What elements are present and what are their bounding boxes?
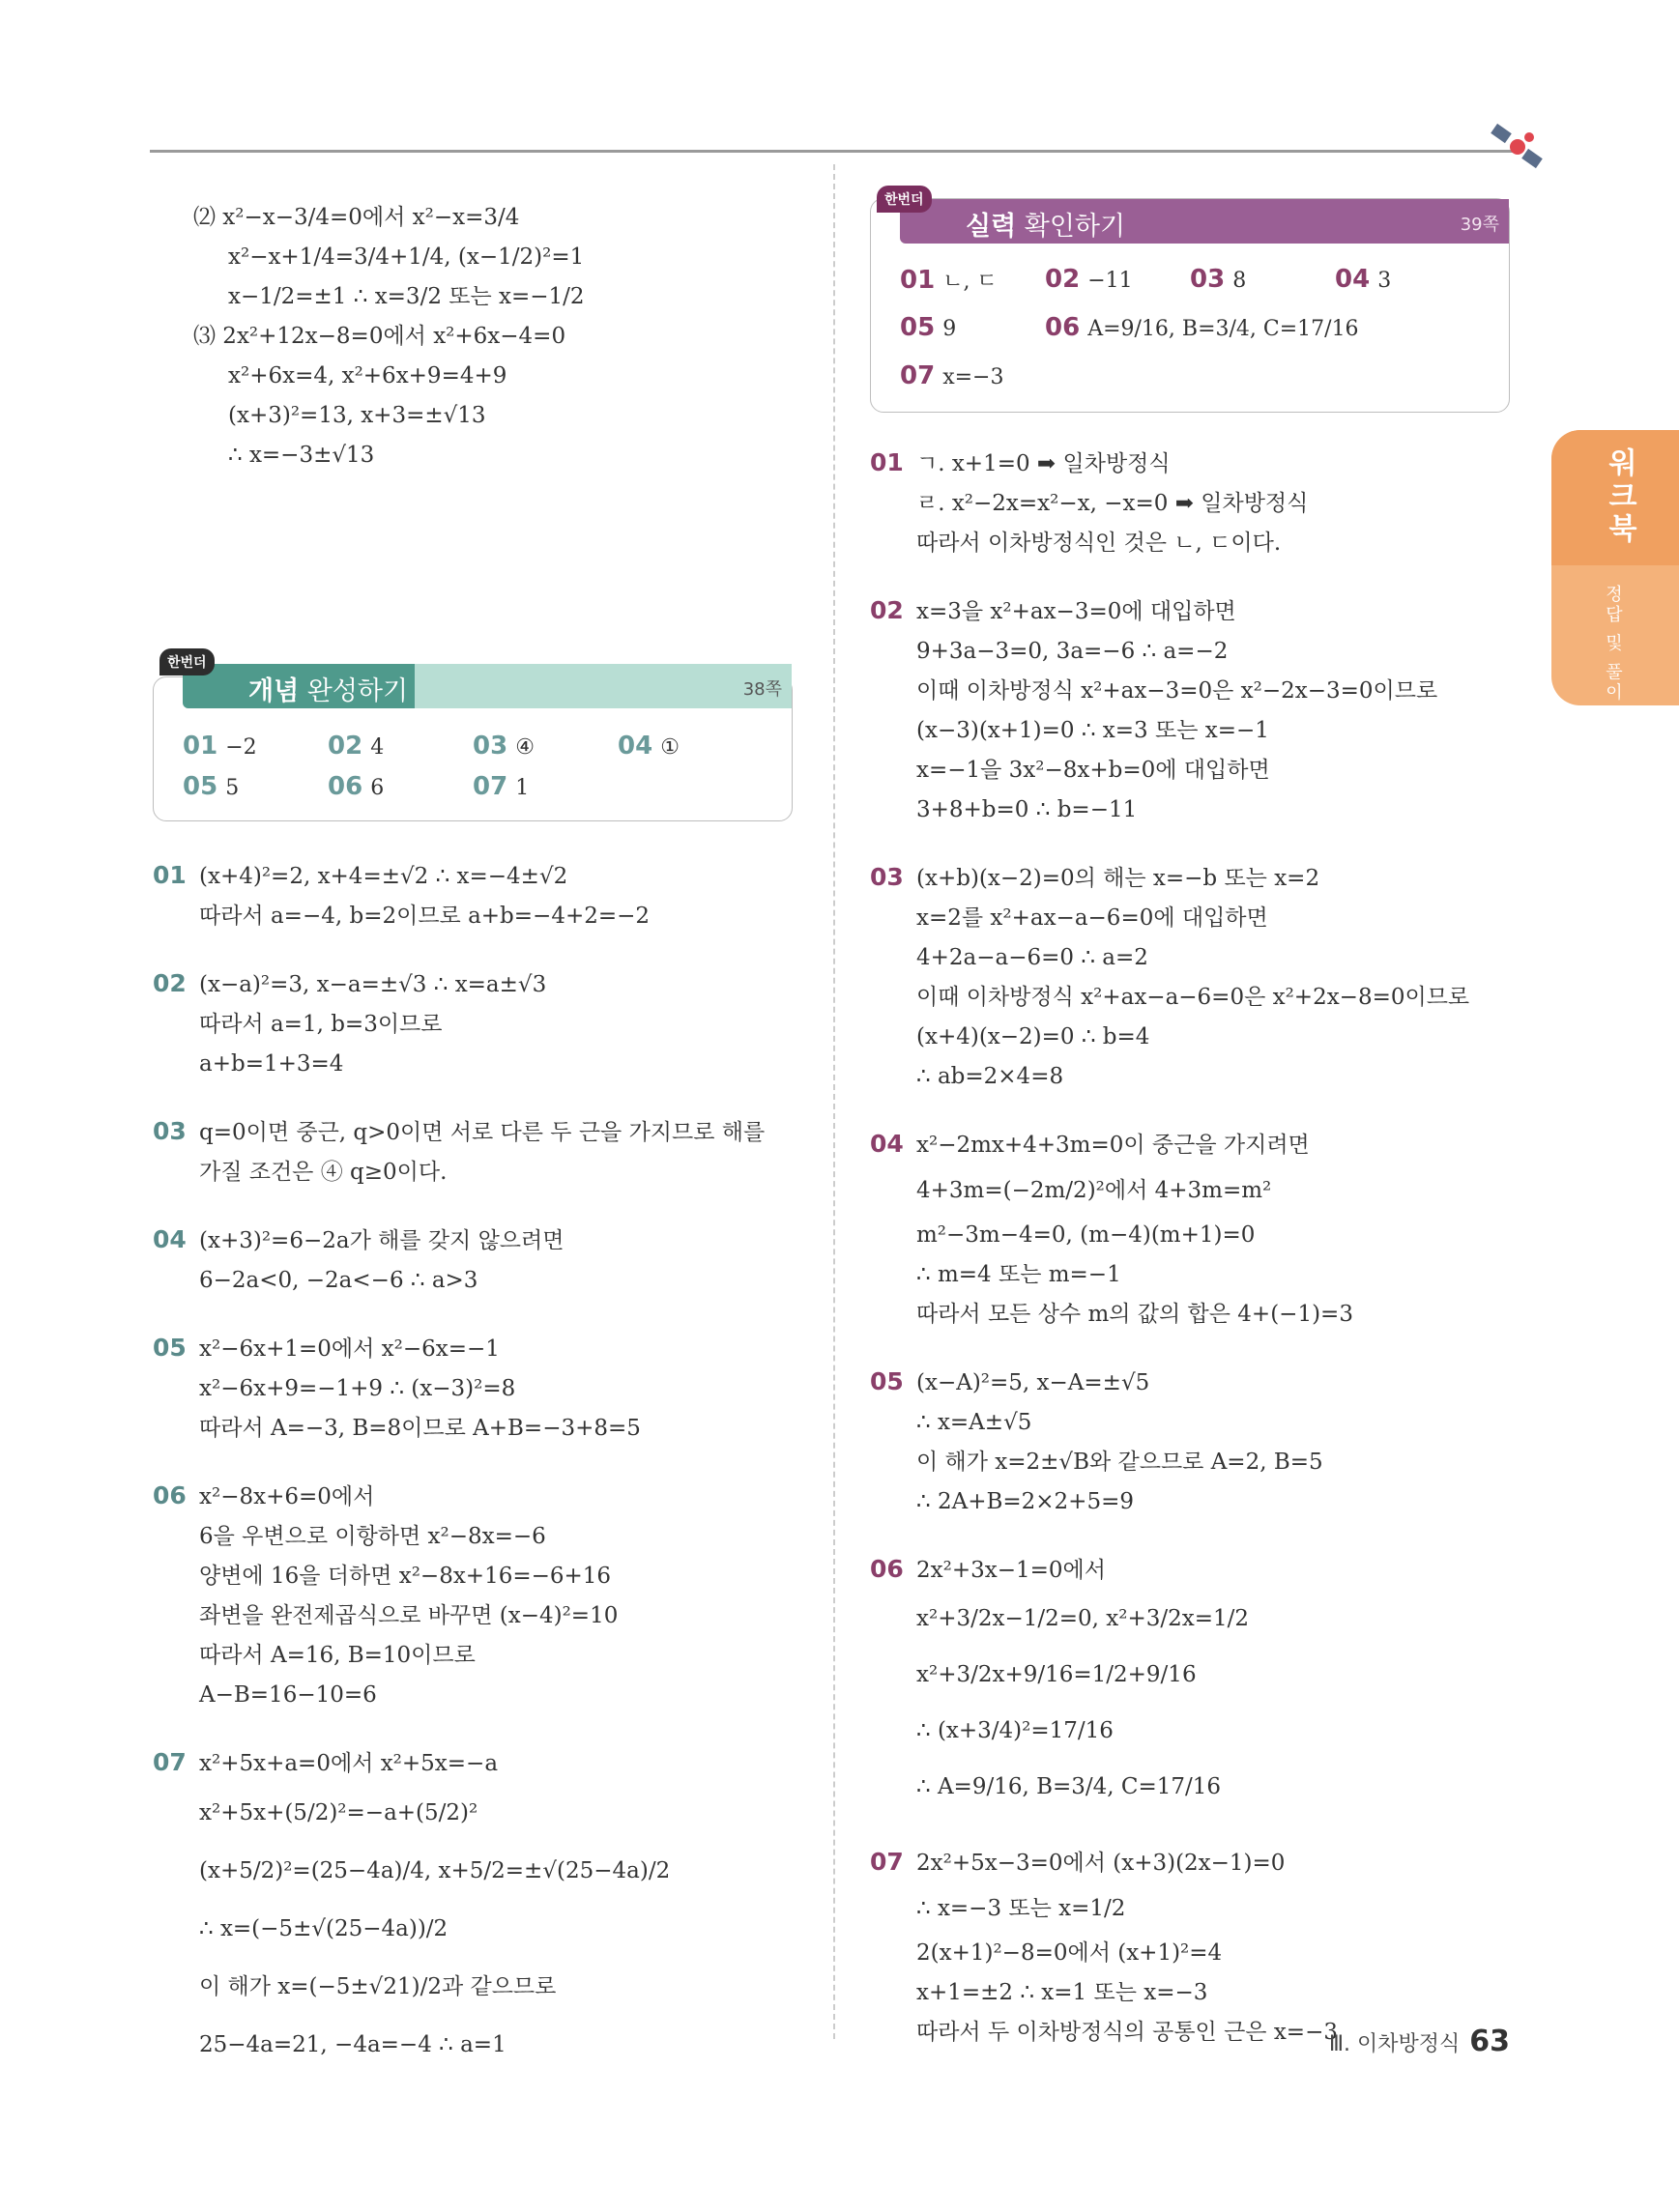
- solution-number: 04: [153, 1225, 187, 1253]
- answer-item: 07 1: [473, 772, 530, 801]
- solution-line: m²−3m−4=0, (m−4)(m+1)=0: [916, 1222, 1256, 1248]
- answer-item: 02 −11: [1045, 265, 1133, 294]
- solution-01: [153, 855, 820, 936]
- text-line: x²−x+1/4=3/4+1/4, (x−1/2)²=1: [228, 244, 585, 270]
- solution-line: 따라서 a=−4, b=2이므로 a+b=−4+2=−2: [199, 904, 651, 929]
- solution-line: x²+5x+a=0에서 x²+5x=−a: [199, 1751, 499, 1776]
- solution-number: 03: [870, 863, 904, 891]
- solution-line: (x−3)(x+1)=0 ∴ x=3 또는 x=−1: [916, 718, 1269, 743]
- solution-number: 02: [870, 596, 904, 624]
- solution-line: (x−A)²=5, x−A=±√5: [916, 1370, 1150, 1395]
- solution-line: 4+2a−a−6=0 ∴ a=2: [916, 945, 1148, 970]
- solution-number: 06: [153, 1481, 187, 1509]
- solution-number: 05: [153, 1334, 187, 1362]
- solution-01: [870, 443, 1537, 563]
- solution-number: 04: [870, 1130, 904, 1158]
- solution-line: (x+3)²=6−2a가 해를 갖지 않으려면: [199, 1228, 564, 1253]
- answer-item: 03 8: [1190, 265, 1247, 294]
- skill-box-title: 실력 확인하기: [966, 212, 1126, 242]
- text-line: (x+3)²=13, x+3=±√13: [228, 403, 486, 428]
- solution-line: 이때 이차방정식 x²+ax−3=0은 x²−2x−3=0이므로: [916, 678, 1438, 704]
- solution-line: 3+8+b=0 ∴ b=−11: [916, 797, 1138, 822]
- solution-line: 따라서 모든 상수 m의 값의 합은 4+(−1)=3: [916, 1302, 1353, 1327]
- skill-box-header: [900, 199, 1509, 244]
- solution-line: ∴ (x+3/4)²=17/16: [916, 1718, 1114, 1743]
- solution-line: ∴ 2A+B=2×2+5=9: [916, 1489, 1134, 1514]
- solution-number: 06: [870, 1555, 904, 1583]
- solution-line: 2x²+3x−1=0에서: [916, 1558, 1106, 1583]
- skill-box-page: 39쪽: [1460, 215, 1499, 235]
- solution-line: x²+3/2x−1/2=0, x²+3/2x=1/2: [916, 1606, 1250, 1631]
- solution-line: 가질 조건은 ④ q≥0이다.: [199, 1160, 448, 1185]
- solution-06: [870, 1549, 1537, 1815]
- solution-line: (x+4)(x−2)=0 ∴ b=4: [916, 1024, 1150, 1049]
- answer-item: 05 5: [183, 772, 240, 801]
- solution-line: x²−6x+9=−1+9 ∴ (x−3)²=8: [199, 1376, 516, 1401]
- solution-04: [153, 1220, 820, 1301]
- left-solutions: [153, 855, 820, 2074]
- solution-number: 01: [153, 861, 187, 889]
- solution-line: x=−1을 3x²−8x+b=0에 대입하면: [916, 758, 1270, 783]
- solution-line: 좌변을 완전제곱식으로 바꾸면 (x−4)²=10: [199, 1603, 619, 1628]
- solution-04: [870, 1124, 1537, 1335]
- solution-line: ㄱ. x+1=0 ➡ 일차방정식: [916, 451, 1171, 476]
- answer-item: 07 x=−3: [900, 361, 1004, 390]
- answer-item: 06 A=9/16, B=3/4, C=17/16: [1045, 313, 1359, 342]
- solution-line: x²−8x+6=0에서: [199, 1484, 375, 1509]
- solution-07: [870, 1842, 1537, 2053]
- solution-number: 02: [153, 969, 187, 997]
- solution-line: ∴ x=−3 또는 x=1/2: [916, 1896, 1126, 1921]
- chapter-label: Ⅲ. 이차방정식: [1328, 2032, 1461, 2056]
- solution-line: x+1=±2 ∴ x=1 또는 x=−3: [916, 1980, 1208, 2005]
- solution-line: 9+3a−3=0, 3a=−6 ∴ a=−2: [916, 639, 1229, 664]
- concept-box-header: [183, 664, 792, 708]
- answer-item: 01 ㄴ, ㄷ: [900, 266, 998, 295]
- solution-number: 07: [870, 1848, 904, 1876]
- text-line: ⑶ 2x²+12x−8=0에서 x²+6x−4=0: [193, 324, 566, 349]
- solution-number: 01: [870, 448, 904, 476]
- answer-item: 02 4: [328, 732, 385, 761]
- page-number: 63: [1469, 2025, 1510, 2058]
- solution-line: ∴ x=(−5±√(25−4a))/2: [199, 1916, 449, 1941]
- solution-03: [870, 857, 1537, 1097]
- solution-line: ∴ x=A±√5: [916, 1410, 1032, 1435]
- solution-line: (x−a)²=3, x−a=±√3 ∴ x=a±√3: [199, 972, 547, 997]
- solution-line: 따라서 A=16, B=10이므로: [199, 1643, 476, 1668]
- top-rule: [150, 150, 1522, 153]
- answer-item: 06 6: [328, 772, 385, 801]
- solution-line: 따라서 두 이차방정식의 공통인 근은 x=−3: [916, 2020, 1338, 2045]
- text-line: x²+6x=4, x²+6x+9=4+9: [228, 363, 507, 388]
- solution-line: 25−4a=21, −4a=−4 ∴ a=1: [199, 2032, 507, 2057]
- page-footer: [1329, 2025, 1510, 2058]
- solution-line: ㄹ. x²−2x=x²−x, −x=0 ➡ 일차방정식: [916, 491, 1309, 516]
- solution-line: x=2를 x²+ax−a−6=0에 대입하면: [916, 905, 1268, 931]
- answer-item: 03 ④: [473, 732, 535, 761]
- solution-line: a+b=1+3=4: [199, 1051, 344, 1077]
- once-more-badge: 한번더: [159, 648, 215, 675]
- solution-number: 05: [870, 1367, 904, 1395]
- workbook-tab-subtitle: 정답 및 풀이: [1603, 585, 1623, 704]
- solution-line: 6−2a<0, −2a<−6 ∴ a>3: [199, 1268, 478, 1293]
- solution-line: 2(x+1)²−8=0에서 (x+1)²=4: [916, 1940, 1223, 1966]
- once-more-badge: 한번더: [877, 186, 932, 213]
- right-solutions: [870, 443, 1537, 2053]
- text-line: x−1/2=±1 ∴ x=3/2 또는 x=−1/2: [228, 284, 585, 309]
- solution-line: (x+5/2)²=(25−4a)/4, x+5/2=±√(25−4a)/2: [199, 1858, 671, 1883]
- solution-line: 2x²+5x−3=0에서 (x+3)(2x−1)=0: [916, 1851, 1286, 1876]
- answer-item: 05 9: [900, 313, 957, 342]
- solution-line: x²+3/2x+9/16=1/2+9/16: [916, 1662, 1197, 1687]
- answer-item: 04 ①: [618, 732, 680, 761]
- solution-line: 따라서 a=1, b=3이므로: [199, 1012, 443, 1037]
- solution-line: (x+b)(x−2)=0의 해는 x=−b 또는 x=2: [916, 866, 1320, 891]
- solution-line: ∴ m=4 또는 m=−1: [916, 1262, 1121, 1287]
- concept-box-page: 38쪽: [742, 679, 782, 700]
- solution-line: 이때 이차방정식 x²+ax−a−6=0은 x²+2x−8=0이므로: [916, 985, 1470, 1010]
- solution-line: 양변에 16을 더하면 x²−8x+16=−6+16: [199, 1564, 612, 1589]
- solution-line: 4+3m=(−2m/2)²에서 4+3m=m²: [916, 1178, 1272, 1203]
- text-line: ⑵ x²−x−3/4=0에서 x²−x=3/4: [193, 205, 520, 230]
- skill-answer-box: [870, 192, 1510, 413]
- solution-number: 03: [153, 1117, 187, 1145]
- workbook-tab-title: 워크북: [1603, 447, 1636, 546]
- solution-line: ∴ ab=2×4=8: [916, 1064, 1064, 1089]
- workbook-side-tab[interactable]: [1551, 430, 1679, 705]
- solution-02: [870, 590, 1537, 830]
- solution-number: 07: [153, 1748, 187, 1776]
- solution-06: [153, 1476, 820, 1715]
- solution-line: 이 해가 x=(−5±√21)/2과 같으므로: [199, 1974, 557, 1999]
- column-divider: [833, 164, 835, 2039]
- answer-item: 01 −2: [183, 732, 257, 761]
- solution-line: q=0이면 중근, q>0이면 서로 다른 두 근을 가지므로 해를: [199, 1120, 766, 1145]
- concept-answer-box: [153, 655, 793, 821]
- solution-line: x²−2mx+4+3m=0이 중근을 가지려면: [916, 1133, 1310, 1158]
- solution-line: 따라서 이차방정식인 것은 ㄴ, ㄷ이다.: [916, 531, 1282, 556]
- left-top-continuation: [193, 198, 585, 475]
- solution-line: (x+4)²=2, x+4=±√2 ∴ x=−4±√2: [199, 864, 568, 889]
- solution-line: ∴ A=9/16, B=3/4, C=17/16: [916, 1774, 1222, 1799]
- solution-line: 이 해가 x=2±√B와 같으므로 A=2, B=5: [916, 1450, 1323, 1475]
- text-line: ∴ x=−3±√13: [228, 443, 375, 468]
- solution-line: x=3을 x²+ax−3=0에 대입하면: [916, 599, 1236, 624]
- solution-07: [153, 1742, 820, 2074]
- satellite-icon: [1489, 118, 1547, 176]
- solution-line: x²−6x+1=0에서 x²−6x=−1: [199, 1336, 500, 1362]
- solution-line: 따라서 A=−3, B=8이므로 A+B=−3+8=5: [199, 1416, 641, 1441]
- answer-item: 04 3: [1335, 265, 1392, 294]
- solution-line: 6을 우변으로 이항하면 x²−8x=−6: [199, 1524, 546, 1549]
- solution-05: [153, 1328, 820, 1449]
- solution-02: [153, 963, 820, 1084]
- solution-line: A−B=16−10=6: [199, 1682, 377, 1708]
- solution-03: [153, 1111, 820, 1192]
- concept-box-title: 개념 완성하기: [248, 676, 409, 706]
- solution-line: x²+5x+(5/2)²=−a+(5/2)²: [199, 1800, 478, 1825]
- solution-05: [870, 1362, 1537, 1522]
